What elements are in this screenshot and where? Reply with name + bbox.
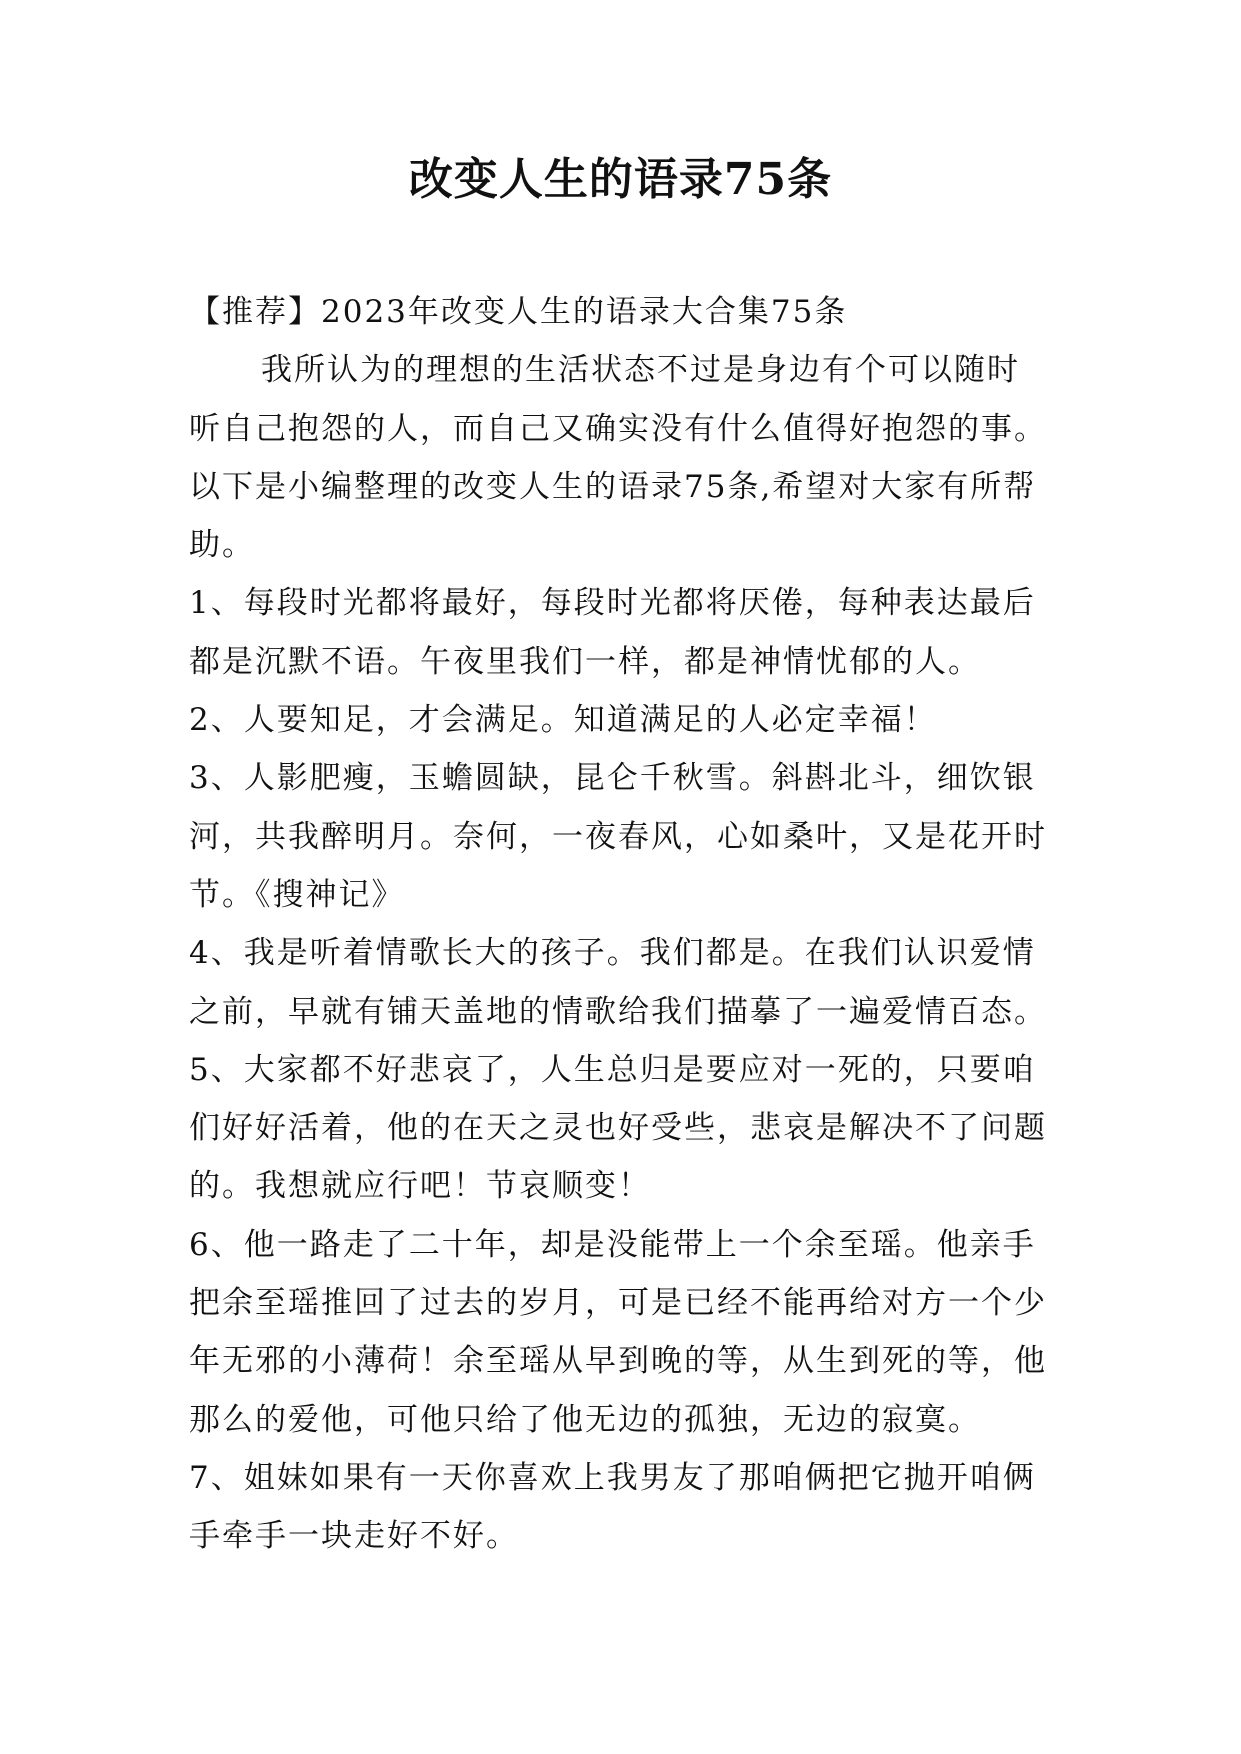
quote-line: 1、每段时光都将最好，每段时光都将厌倦，每种表达最后	[189, 585, 1036, 622]
quote-line: 那么的爱他，可他只给了他无边的孤独，无边的寂寞。	[189, 1401, 981, 1438]
quote-line: 的。我想就应行吧！节哀顺变！	[189, 1168, 651, 1205]
quote-line: 河，共我醉明月。奈何，一夜春风，心如桑叶，又是花开时	[189, 818, 1047, 855]
quote-line: 手牵手一块走好不好。	[189, 1518, 519, 1555]
quote-line: 都是沉默不语。午夜里我们一样，都是神情忧郁的人。	[189, 643, 981, 680]
quote-line: 6、他一路走了二十年，却是没能带上一个余至瑶。他亲手	[189, 1226, 1036, 1263]
quote-line: 节。《搜神记》	[189, 876, 405, 913]
document-body	[189, 283, 1069, 1566]
quote-line: 之前，早就有铺天盖地的情歌给我们描摹了一遍爱情百态。	[189, 993, 1047, 1030]
quote-line: 4、我是听着情歌长大的孩子。我们都是。在我们认识爱情	[189, 935, 1036, 972]
quote-line: 年无邪的小薄荷！余至瑶从早到晚的等，从生到死的等，他	[189, 1343, 1047, 1380]
intro-paragraph-line: 听自己抱怨的人，而自己又确实没有什么值得好抱怨的事。	[189, 410, 1047, 447]
quote-line: 们好好活着，他的在天之灵也好受些，悲哀是解决不了问题	[189, 1110, 1047, 1147]
quote-line: 5、大家都不好悲哀了，人生总归是要应对一死的，只要咱	[189, 1051, 1036, 1088]
document-title: 改变人生的语录75条	[408, 154, 833, 205]
quote-line: 把余至瑶推回了过去的岁月，可是已经不能再给对方一个少	[189, 1285, 1047, 1322]
recommend-line: 【推荐】2023年改变人生的语录大合集75条	[189, 294, 848, 330]
quote-line: 7、姐妹如果有一天你喜欢上我男友了那咱俩把它抛开咱俩	[189, 1459, 1036, 1496]
quote-line: 3、人影肥瘦，玉蟾圆缺，昆仑千秋雪。斜斟北斗，细饮银	[189, 760, 1036, 797]
intro-paragraph-line: 以下是小编整理的改变人生的语录75条,希望对大家有所帮	[189, 468, 1037, 505]
intro-paragraph-line: 我所认为的理想的生活状态不过是身边有个可以随时	[261, 352, 1020, 389]
quote-line: 2、人要知足，才会满足。知道满足的人必定幸福！	[189, 702, 937, 739]
intro-paragraph-line: 助。	[189, 527, 255, 564]
